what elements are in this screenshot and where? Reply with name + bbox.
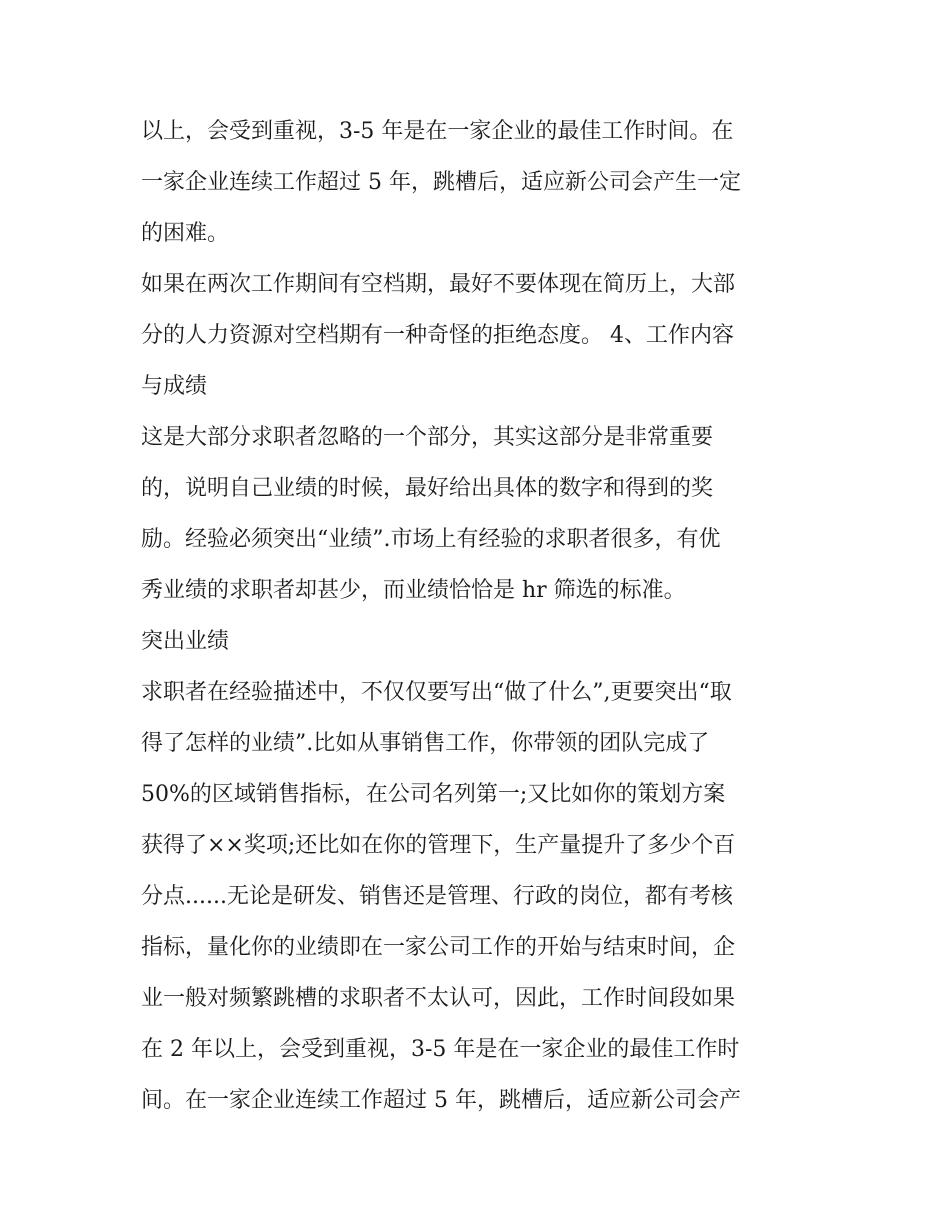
- text-line: 间。在一家企业连续工作超过 5 年，跳槽后，适应新公司会产: [141, 1088, 741, 1113]
- text-line: 50%的区域销售指标，在公司名列第一;又比如你的策划方案: [141, 782, 726, 807]
- text-line: 这是大部分求职者忽略的一个部分，其实这部分是非常重要: [141, 425, 714, 450]
- text-line: 秀业绩的求职者却甚少，而业绩恰恰是 hr 筛选的标准。: [141, 578, 686, 603]
- text-line: 的，说明自己业绩的时候，最好给出具体的数字和得到的奖: [141, 476, 714, 501]
- text-line: 以上，会受到重视，3-5 年是在一家企业的最佳工作时间。在: [141, 119, 734, 144]
- text-line: 在 2 年以上，会受到重视，3-5 年是在一家企业的最佳工作时: [141, 1037, 740, 1062]
- section-heading: 突出业绩: [141, 629, 230, 654]
- text-line: 业一般对频繁跳槽的求职者不太认可，因此，工作时间段如果: [141, 986, 736, 1011]
- text-line: 获得了××奖项;还比如在你的管理下，生产量提升了多少个百: [141, 833, 736, 858]
- text-line: 指标，量化你的业绩即在一家公司工作的开始与结束时间，企: [141, 935, 736, 960]
- text-line: 如果在两次工作期间有空档期，最好不要体现在简历上，大部: [141, 272, 736, 297]
- text-line: 与成绩: [141, 374, 208, 399]
- document-body: [141, 106, 821, 1126]
- text-line: 分的人力资源对空档期有一种奇怪的拒绝态度。 4、工作内容: [141, 323, 734, 348]
- text-line: 一家企业连续工作超过 5 年，跳槽后，适应新公司会产生一定: [141, 170, 741, 195]
- text-line: 得了怎样的业绩”.比如从事销售工作，你带领的团队完成了: [141, 731, 710, 756]
- text-line: 分点......无论是研发、销售还是管理、行政的岗位，都有考核: [141, 884, 733, 909]
- text-line: 的困难。: [141, 221, 230, 246]
- text-line: 励。经验必须突出“业绩”.市场上有经验的求职者很多，有优: [141, 527, 721, 552]
- text-line: 求职者在经验描述中，不仅仅要写出“做了什么”,更要突出“取: [141, 680, 732, 705]
